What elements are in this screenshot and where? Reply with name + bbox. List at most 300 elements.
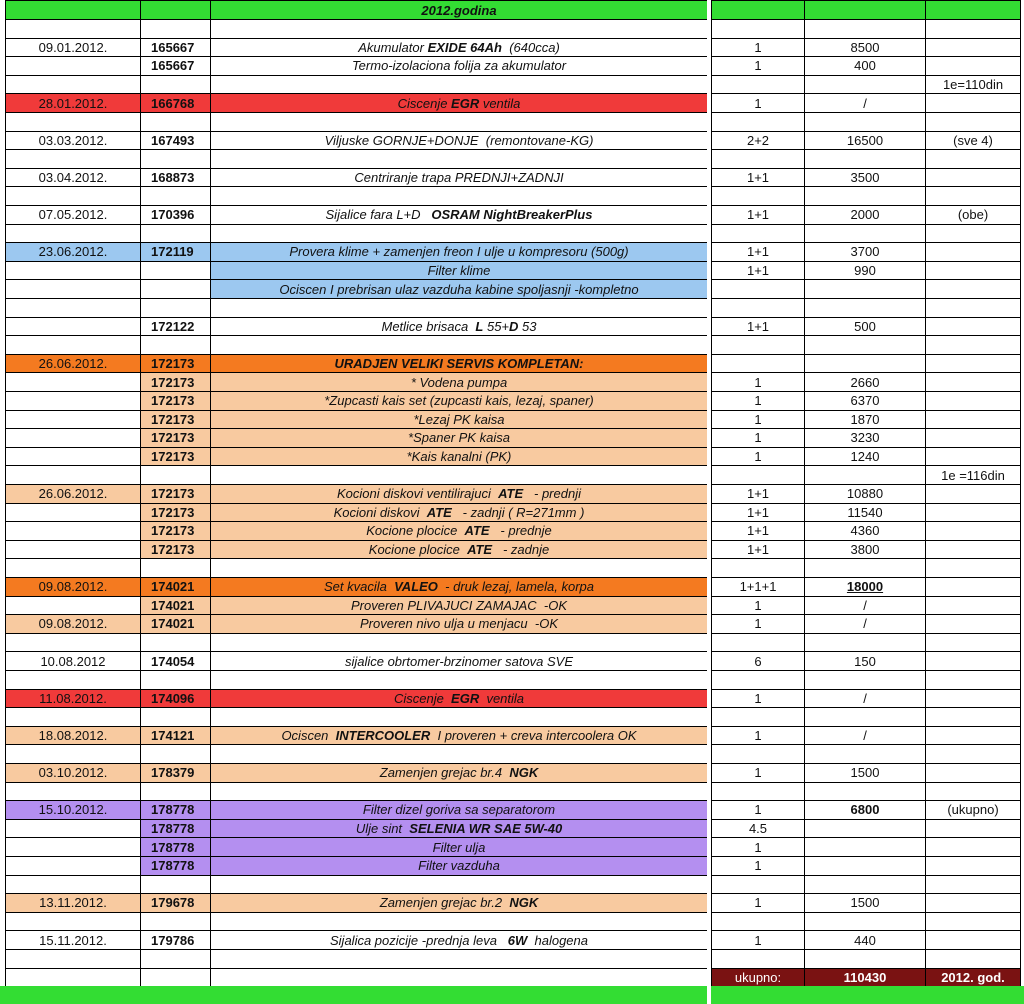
description-cell xyxy=(210,930,707,949)
description-text: *Spaner PK kaisa xyxy=(408,430,510,446)
price-cell: 990 xyxy=(804,261,925,280)
quantity-cell: 1 xyxy=(711,930,804,949)
code-cell: 167493 xyxy=(140,131,210,150)
description-cell xyxy=(210,782,707,801)
note-cell xyxy=(925,391,1021,410)
date-cell xyxy=(5,596,140,615)
description-text: Ulje sint SELENIA WR SAE 5W-40 xyxy=(355,821,563,837)
description-text: Akumulator EXIDE 64Ah (640cca) xyxy=(358,39,560,55)
note-cell xyxy=(925,856,1021,875)
log-row xyxy=(0,856,1024,875)
description-cell xyxy=(210,651,707,670)
description-cell xyxy=(210,168,707,187)
price-cell xyxy=(804,782,925,801)
quantity-cell: 1 xyxy=(711,56,804,75)
description-text: Zamenjen grejac br.2 NGK xyxy=(379,895,539,911)
note-cell xyxy=(925,726,1021,745)
price-cell xyxy=(804,354,925,373)
date-cell xyxy=(5,149,140,168)
price-cell xyxy=(804,875,925,894)
price-cell: / xyxy=(804,93,925,112)
date-cell: 15.11.2012. xyxy=(5,930,140,949)
note-cell xyxy=(925,279,1021,298)
quantity-cell xyxy=(711,19,804,38)
code-cell xyxy=(140,261,210,280)
quantity-cell xyxy=(711,949,804,968)
price-cell: 3800 xyxy=(804,540,925,559)
quantity-cell: 1 xyxy=(711,391,804,410)
quantity-cell: 1 xyxy=(711,893,804,912)
description-cell xyxy=(210,893,707,912)
log-row xyxy=(0,726,1024,745)
date-cell xyxy=(5,372,140,391)
code-cell: 174021 xyxy=(140,596,210,615)
note-cell xyxy=(925,912,1021,931)
log-row xyxy=(0,205,1024,224)
price-cell: / xyxy=(804,689,925,708)
date-cell xyxy=(5,912,140,931)
description-cell xyxy=(210,726,707,745)
quantity-cell: 6 xyxy=(711,651,804,670)
code-cell: 172173 xyxy=(140,484,210,503)
price-cell: 110430 xyxy=(804,968,925,987)
code-cell: 170396 xyxy=(140,205,210,224)
note-cell xyxy=(925,689,1021,708)
note-cell: 1e=110din xyxy=(925,75,1021,94)
quantity-cell xyxy=(711,279,804,298)
quantity-cell xyxy=(711,298,804,317)
date-cell xyxy=(5,391,140,410)
code-cell: 178379 xyxy=(140,763,210,782)
note-cell xyxy=(925,930,1021,949)
description-cell xyxy=(210,447,707,466)
code-cell: 172173 xyxy=(140,391,210,410)
quantity-cell xyxy=(711,75,804,94)
date-cell xyxy=(5,279,140,298)
log-row xyxy=(0,391,1024,410)
code-cell: 172173 xyxy=(140,540,210,559)
code-cell xyxy=(140,19,210,38)
description-cell xyxy=(210,596,707,615)
code-cell: 172122 xyxy=(140,317,210,336)
description-cell xyxy=(210,279,707,298)
description-text: Filter ulja xyxy=(432,839,486,855)
note-cell: (obe) xyxy=(925,205,1021,224)
code-cell: 174096 xyxy=(140,689,210,708)
price-cell: 2660 xyxy=(804,372,925,391)
log-row xyxy=(0,242,1024,261)
description-text: Termo-izolaciona folija za akumulator xyxy=(351,58,567,74)
quantity-cell: 1+1 xyxy=(711,503,804,522)
quantity-cell: 1+1 xyxy=(711,205,804,224)
spacer-row xyxy=(0,875,1024,894)
log-row xyxy=(0,261,1024,280)
date-cell: 15.10.2012. xyxy=(5,800,140,819)
date-cell xyxy=(5,19,140,38)
spacer-row xyxy=(0,558,1024,577)
price-cell xyxy=(804,633,925,652)
date-cell: 11.08.2012. xyxy=(5,689,140,708)
price-cell xyxy=(804,112,925,131)
price-cell xyxy=(804,75,925,94)
date-cell xyxy=(5,298,140,317)
log-row xyxy=(0,503,1024,522)
quantity-cell: 1+1 xyxy=(711,540,804,559)
quantity-cell: 1 xyxy=(711,372,804,391)
quantity-cell xyxy=(711,633,804,652)
note-cell xyxy=(925,744,1021,763)
description-cell xyxy=(210,856,707,875)
description-cell xyxy=(210,558,707,577)
footer-strip xyxy=(0,986,1024,1004)
description-cell xyxy=(210,633,707,652)
code-cell xyxy=(140,224,210,243)
quantity-cell: 1 xyxy=(711,38,804,57)
price-cell: 11540 xyxy=(804,503,925,522)
quantity-cell: 1 xyxy=(711,763,804,782)
price-cell: 1500 xyxy=(804,763,925,782)
date-cell: 10.08.2012 xyxy=(5,651,140,670)
date-cell: 18.08.2012. xyxy=(5,726,140,745)
price-cell: 3700 xyxy=(804,242,925,261)
spacer-row xyxy=(0,744,1024,763)
date-cell xyxy=(5,410,140,429)
code-cell xyxy=(140,912,210,931)
description-text: *Lezaj PK kaisa xyxy=(413,411,505,427)
description-text: Kocione plocice ATE - zadnje xyxy=(368,542,550,558)
note-cell: (ukupno) xyxy=(925,800,1021,819)
quantity-cell: 1+1 xyxy=(711,484,804,503)
quantity-cell xyxy=(711,670,804,689)
quantity-cell xyxy=(711,186,804,205)
quantity-cell xyxy=(711,875,804,894)
spacer-row xyxy=(0,335,1024,354)
note-cell xyxy=(925,372,1021,391)
note-cell xyxy=(925,837,1021,856)
log-row xyxy=(0,484,1024,503)
note-cell xyxy=(925,149,1021,168)
price-cell xyxy=(804,465,925,484)
note-cell xyxy=(925,596,1021,615)
quantity-cell: ukupno: xyxy=(711,968,804,987)
code-cell xyxy=(140,149,210,168)
date-cell xyxy=(5,707,140,726)
date-cell: 07.05.2012. xyxy=(5,205,140,224)
description-cell xyxy=(210,689,707,708)
price-cell xyxy=(804,224,925,243)
quantity-cell xyxy=(711,782,804,801)
description-cell xyxy=(210,837,707,856)
price-cell xyxy=(804,837,925,856)
description-cell xyxy=(210,503,707,522)
quantity-cell: 1 xyxy=(711,596,804,615)
note-cell xyxy=(925,317,1021,336)
quantity-cell xyxy=(711,744,804,763)
description-text: Filter dizel goriva sa separatorom xyxy=(362,802,556,818)
log-row xyxy=(0,38,1024,57)
code-cell xyxy=(140,465,210,484)
note-cell xyxy=(925,168,1021,187)
quantity-cell xyxy=(711,112,804,131)
code-cell xyxy=(140,335,210,354)
quantity-cell: 1+1 xyxy=(711,317,804,336)
description-text: Metlice brisaca L 55+D 53 xyxy=(381,318,537,334)
code-cell xyxy=(140,558,210,577)
description-cell xyxy=(210,744,707,763)
code-cell xyxy=(140,75,210,94)
description-cell xyxy=(210,317,707,336)
description-text: Ociscen INTERCOOLER I proveren + creva intercoolera OK xyxy=(281,728,637,744)
price-cell xyxy=(804,670,925,689)
note-cell xyxy=(925,447,1021,466)
description-cell xyxy=(210,149,707,168)
log-row xyxy=(0,93,1024,112)
code-cell: 172173 xyxy=(140,447,210,466)
date-cell: 26.06.2012. xyxy=(5,354,140,373)
note-cell xyxy=(925,893,1021,912)
log-row xyxy=(0,689,1024,708)
log-row xyxy=(0,521,1024,540)
log-row xyxy=(0,540,1024,559)
header-row xyxy=(0,0,1024,19)
note-cell xyxy=(925,484,1021,503)
quantity-cell: 1 xyxy=(711,837,804,856)
note-cell xyxy=(925,38,1021,57)
code-cell: 172119 xyxy=(140,242,210,261)
description-text: Proveren PLIVAJUCI ZAMAJAC -OK xyxy=(350,597,567,613)
date-cell: 28.01.2012. xyxy=(5,93,140,112)
description-text: Sijalice fara L+D OSRAM NightBreakerPlus xyxy=(325,207,593,223)
spacer-row xyxy=(0,670,1024,689)
quantity-cell xyxy=(711,465,804,484)
log-row xyxy=(0,596,1024,615)
quantity-cell xyxy=(711,558,804,577)
quantity-cell: 1 xyxy=(711,447,804,466)
quantity-cell: 1 xyxy=(711,614,804,633)
description-cell xyxy=(210,819,707,838)
spacer-row xyxy=(0,19,1024,38)
code-cell: 165667 xyxy=(140,38,210,57)
quantity-cell xyxy=(711,354,804,373)
header-cell xyxy=(711,0,804,19)
description-text: Ciscenje EGR ventila xyxy=(393,690,525,706)
price-cell xyxy=(804,856,925,875)
description-cell xyxy=(210,242,707,261)
date-cell xyxy=(5,744,140,763)
description-text: Centriranje trapa PREDNJI+ZADNJI xyxy=(354,170,564,186)
description-cell xyxy=(210,38,707,57)
log-row xyxy=(0,800,1024,819)
description-text: Viljuske GORNJE+DONJE (remontovane-KG) xyxy=(324,132,594,148)
date-cell: 09.08.2012. xyxy=(5,577,140,596)
date-cell xyxy=(5,521,140,540)
date-cell xyxy=(5,465,140,484)
date-cell xyxy=(5,428,140,447)
code-cell xyxy=(140,968,210,987)
date-cell xyxy=(5,261,140,280)
description-text: Filter klime xyxy=(427,263,491,279)
quantity-cell: 1 xyxy=(711,856,804,875)
note-cell xyxy=(925,633,1021,652)
price-cell xyxy=(804,558,925,577)
note-cell xyxy=(925,503,1021,522)
description-cell xyxy=(210,186,707,205)
quantity-cell: 1+1 xyxy=(711,242,804,261)
price-cell: 440 xyxy=(804,930,925,949)
quantity-cell: 1+1+1 xyxy=(711,577,804,596)
description-text: Ociscen I prebrisan ulaz vazduha kabine spoljasnji -kompletno xyxy=(279,281,639,297)
note-cell xyxy=(925,224,1021,243)
description-text: Set kvacila VALEO - druk lezaj, lamela, korpa xyxy=(324,579,594,595)
description-cell xyxy=(210,410,707,429)
sheet-title: 2012.godina xyxy=(210,0,707,19)
code-cell: 178778 xyxy=(140,800,210,819)
spacer-row xyxy=(0,149,1024,168)
spacer-row xyxy=(0,707,1024,726)
note-cell xyxy=(925,577,1021,596)
note-cell xyxy=(925,670,1021,689)
note-cell xyxy=(925,261,1021,280)
date-cell: 03.10.2012. xyxy=(5,763,140,782)
log-row xyxy=(0,577,1024,596)
quantity-cell xyxy=(711,224,804,243)
code-cell xyxy=(140,279,210,298)
price-cell: 16500 xyxy=(804,131,925,150)
note-cell xyxy=(925,428,1021,447)
date-cell xyxy=(5,837,140,856)
description-text: URADJEN VELIKI SERVIS KOMPLETAN: xyxy=(334,356,584,372)
code-cell: 178778 xyxy=(140,819,210,838)
header-cell xyxy=(140,0,210,19)
date-cell xyxy=(5,540,140,559)
price-cell xyxy=(804,912,925,931)
quantity-cell xyxy=(711,335,804,354)
log-row xyxy=(0,837,1024,856)
quantity-cell: 1 xyxy=(711,726,804,745)
code-cell: 179786 xyxy=(140,930,210,949)
date-cell xyxy=(5,782,140,801)
log-row xyxy=(0,372,1024,391)
code-cell: 174021 xyxy=(140,614,210,633)
price-cell: 8500 xyxy=(804,38,925,57)
quantity-cell: 4.5 xyxy=(711,819,804,838)
description-text: Filter vazduha xyxy=(418,858,500,874)
price-cell: 500 xyxy=(804,317,925,336)
code-cell: 172173 xyxy=(140,503,210,522)
price-cell xyxy=(804,819,925,838)
description-cell xyxy=(210,354,707,373)
code-cell: 178778 xyxy=(140,856,210,875)
code-cell xyxy=(140,670,210,689)
code-cell: 165667 xyxy=(140,56,210,75)
code-cell: 179678 xyxy=(140,893,210,912)
code-cell: 174121 xyxy=(140,726,210,745)
description-cell xyxy=(210,112,707,131)
note-cell: 2012. god. xyxy=(925,968,1021,987)
code-cell: 172173 xyxy=(140,372,210,391)
description-text: Sijalica pozicije -prednja leva 6W halogena xyxy=(330,932,588,948)
code-cell xyxy=(140,744,210,763)
log-row xyxy=(0,614,1024,633)
description-cell xyxy=(210,75,707,94)
price-cell: 3230 xyxy=(804,428,925,447)
price-cell xyxy=(804,149,925,168)
log-row xyxy=(0,651,1024,670)
date-cell xyxy=(5,447,140,466)
description-cell xyxy=(210,707,707,726)
description-cell xyxy=(210,875,707,894)
quantity-cell: 1 xyxy=(711,800,804,819)
date-cell xyxy=(5,856,140,875)
description-cell xyxy=(210,428,707,447)
code-cell: 174054 xyxy=(140,651,210,670)
code-cell: 174021 xyxy=(140,577,210,596)
description-cell xyxy=(210,484,707,503)
description-text: Ciscenje EGR ventila xyxy=(397,95,521,111)
code-cell xyxy=(140,186,210,205)
date-cell: 23.06.2012. xyxy=(5,242,140,261)
log-row xyxy=(0,465,1024,484)
price-cell: 150 xyxy=(804,651,925,670)
description-cell xyxy=(210,912,707,931)
description-cell xyxy=(210,372,707,391)
log-row xyxy=(0,447,1024,466)
quantity-cell: 1+1 xyxy=(711,261,804,280)
date-cell: 03.04.2012. xyxy=(5,168,140,187)
price-cell: 6370 xyxy=(804,391,925,410)
description-text: * Vodena pumpa xyxy=(410,374,508,390)
quantity-cell: 1 xyxy=(711,410,804,429)
note-cell xyxy=(925,93,1021,112)
log-row xyxy=(0,930,1024,949)
note-cell xyxy=(925,540,1021,559)
header-cell xyxy=(5,0,140,19)
description-cell xyxy=(210,763,707,782)
note-cell xyxy=(925,875,1021,894)
price-cell: / xyxy=(804,614,925,633)
note-cell xyxy=(925,819,1021,838)
price-cell: 4360 xyxy=(804,521,925,540)
date-cell xyxy=(5,317,140,336)
description-cell xyxy=(210,521,707,540)
price-cell: 6800 xyxy=(804,800,925,819)
price-cell: 10880 xyxy=(804,484,925,503)
price-cell: 2000 xyxy=(804,205,925,224)
log-row xyxy=(0,763,1024,782)
header-cell xyxy=(925,0,1021,19)
price-cell xyxy=(804,744,925,763)
price-cell xyxy=(804,279,925,298)
spacer-row xyxy=(0,949,1024,968)
note-cell xyxy=(925,651,1021,670)
code-cell: 172173 xyxy=(140,521,210,540)
description-cell xyxy=(210,540,707,559)
description-text: Provera klime + zamenjen freon I ulje u kompresoru (500g) xyxy=(289,244,629,260)
code-cell xyxy=(140,707,210,726)
date-cell xyxy=(5,670,140,689)
description-cell xyxy=(210,298,707,317)
description-text: sijalice obrtomer-brzinomer satova SVE xyxy=(344,653,574,669)
quantity-cell: 1 xyxy=(711,428,804,447)
note-cell xyxy=(925,186,1021,205)
description-cell xyxy=(210,391,707,410)
description-cell xyxy=(210,465,707,484)
date-cell xyxy=(5,968,140,987)
spacer-row xyxy=(0,633,1024,652)
spacer-row xyxy=(0,298,1024,317)
description-cell xyxy=(210,56,707,75)
log-row xyxy=(0,410,1024,429)
